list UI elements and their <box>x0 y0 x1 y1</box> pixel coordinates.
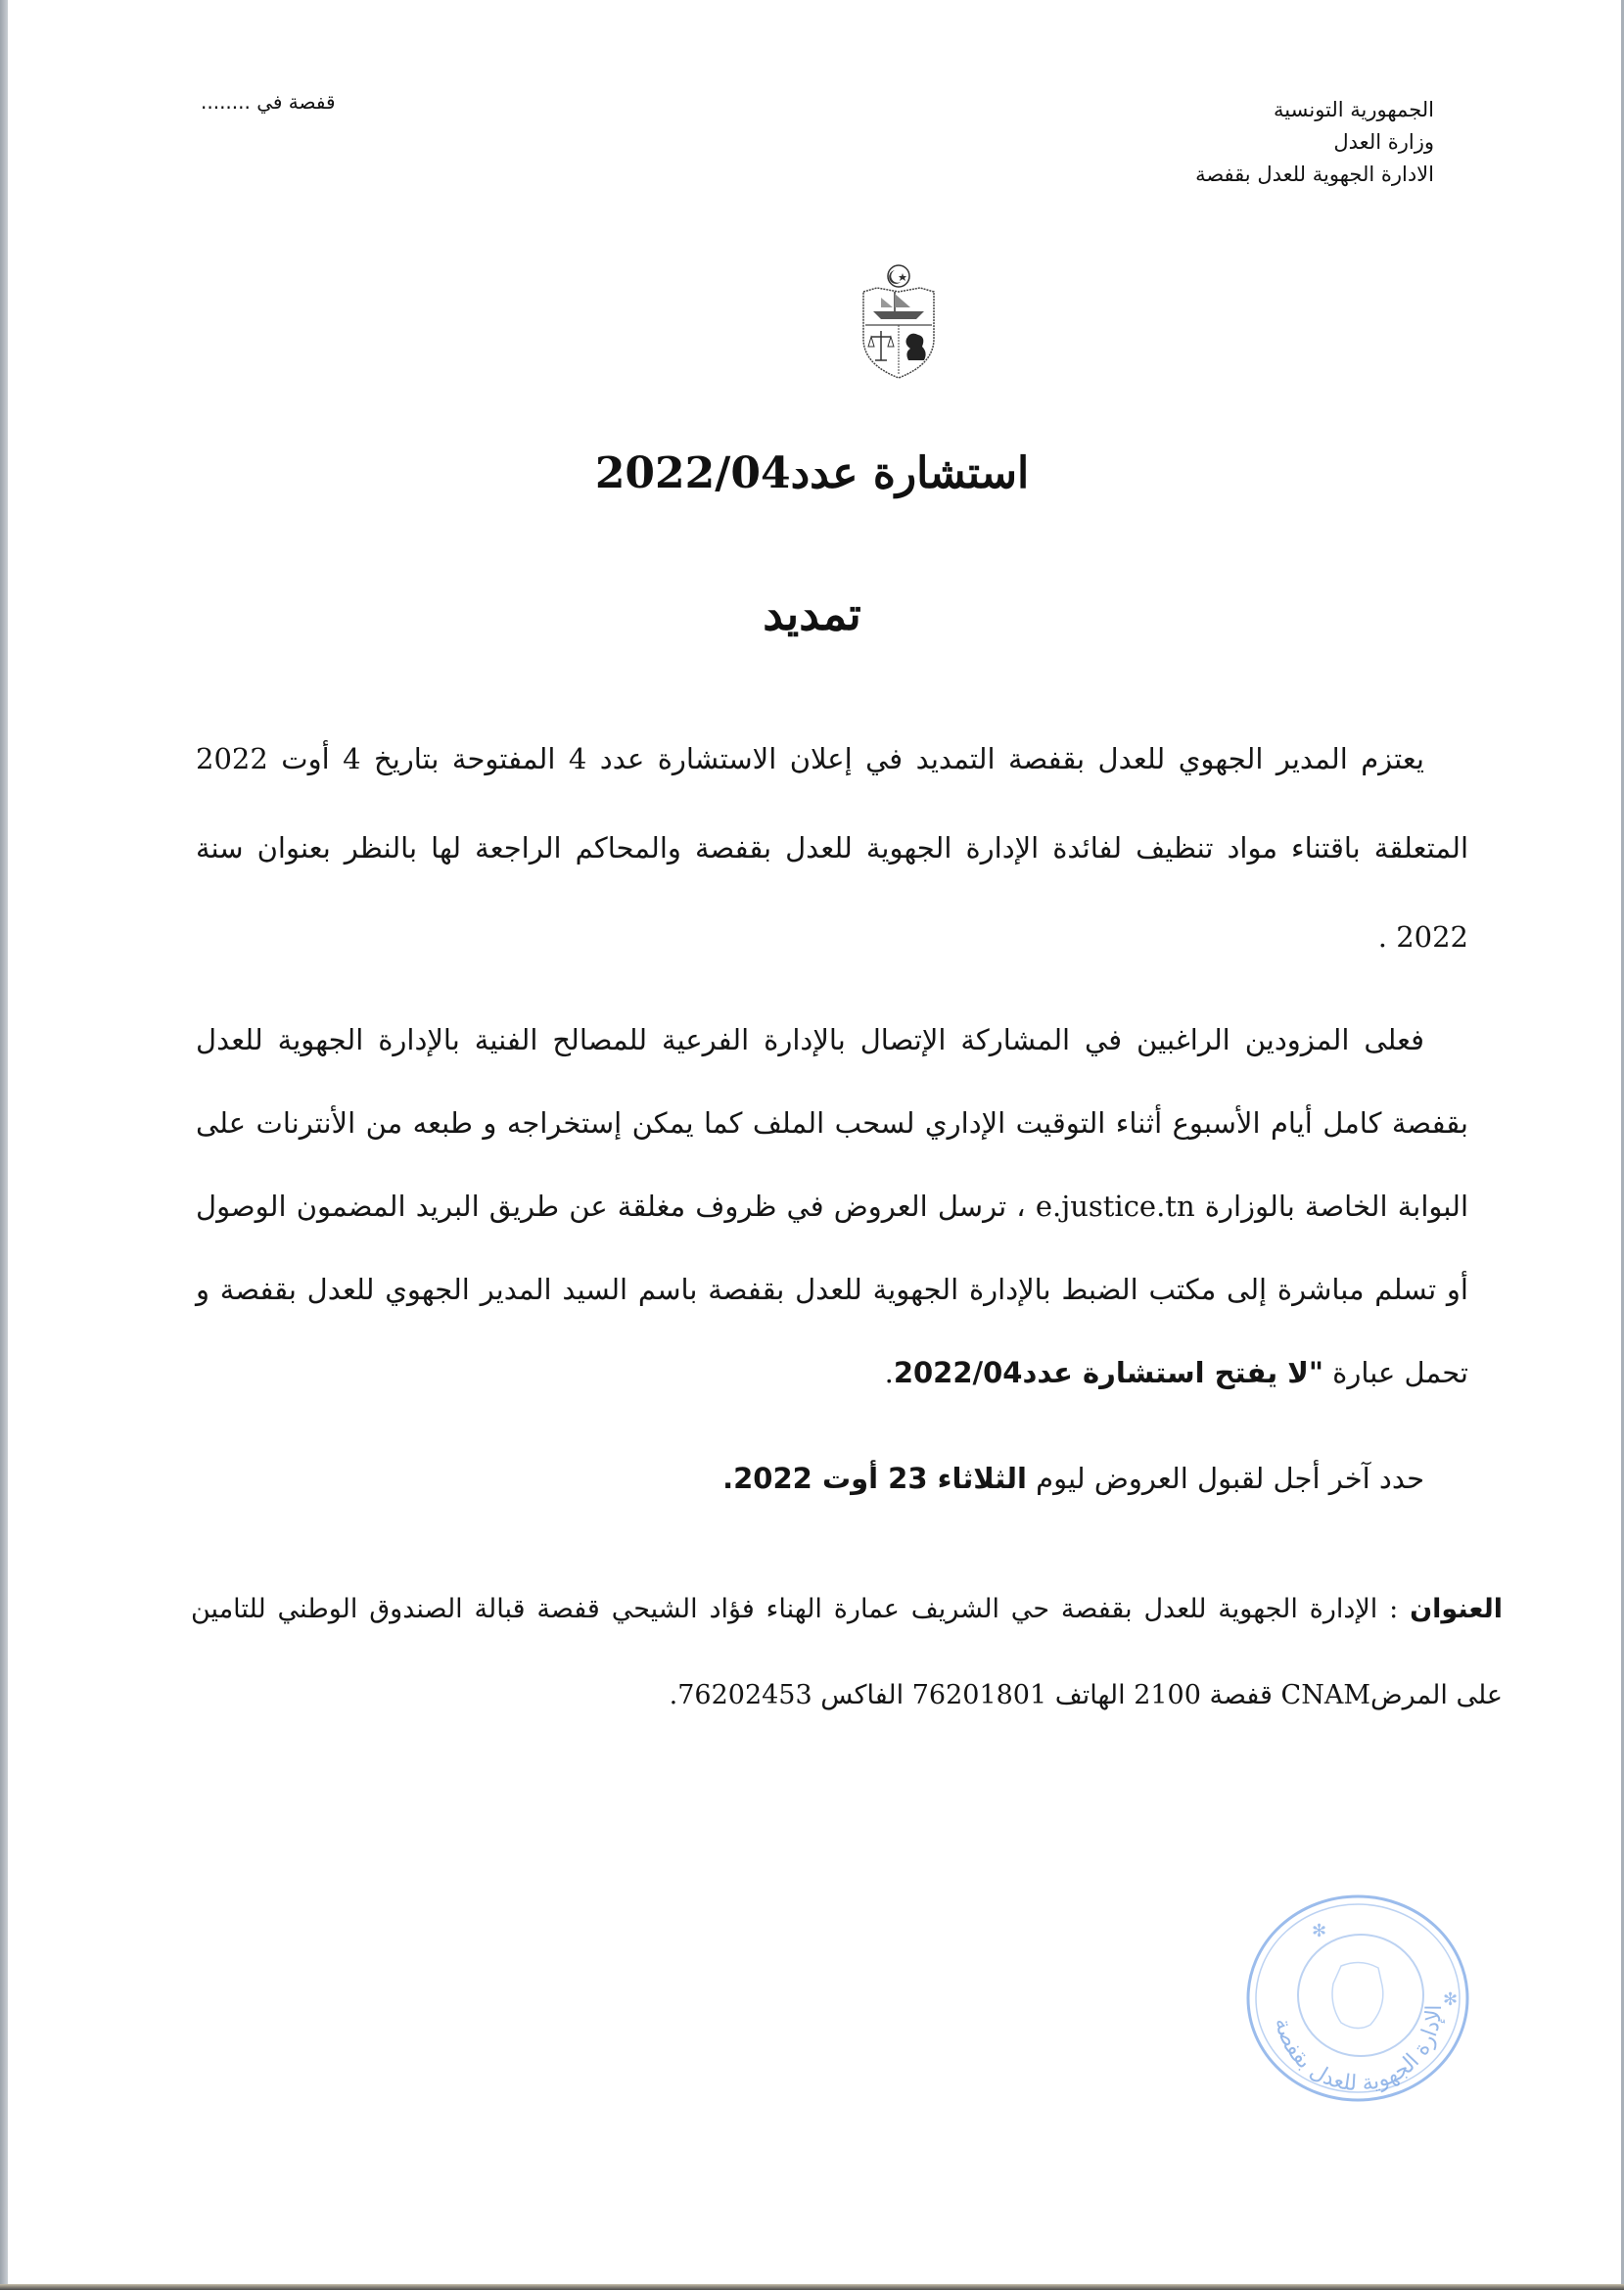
stamp-text: الإدارة الجهوية للعدل بقفصة <box>1269 2004 1448 2097</box>
official-stamp-icon <box>1235 1890 1480 2107</box>
header-line-republic: الجمهورية التونسية <box>1274 98 1434 121</box>
envelope-marking-phrase: "لا يفتح استشارة عدد2022/04 <box>893 1356 1323 1389</box>
address-block <box>191 1566 1503 1739</box>
address-text: الإدارة الجهوية للعدل بقفصة حي الشريف عمارة الهناء فؤاد الشيحي قفصة قبالة الصندوق الوطني للتامين على المرضCNAM قفصة 2100 الهاتف 76201801 الفاكس 76202453. <box>191 1594 1503 1710</box>
deadline-text: حدد آخر أجل لقبول العروض ليوم <box>1026 1462 1424 1495</box>
paragraph-submission-instructions <box>196 999 1468 1415</box>
header-line-ministry: وزارة العدل <box>1333 130 1434 154</box>
place-date-line: قفصة في ........ <box>201 90 336 114</box>
scan-edge-bottom <box>0 2284 1624 2290</box>
header-line-regional-administration: الادارة الجهوية للعدل بقفصة <box>1195 163 1434 186</box>
paragraph-deadline <box>196 1449 1468 1508</box>
submission-instructions-text: فعلى المزودين الراغبين في المشاركة الإتصال بالإدارة الفرعية للمصالح الفنية بالإدارة الجهوية للعدل بقفصة كامل أيام الأسبوع أثناء التوقيت الإداري لسحب الملف كما يمكن إستخراجه و طبعه من الأنترنات على البوابة الخاصة بالوزارة e.justice.tn ، ترسل العروض في ظروف مغلقة عن طريق البريد المضمون الوصول أو تسلم مباشرة إلى مكتب الضبط بالإدارة الجهوية للعدل بقفصة باسم السيد المدير الجهوي للعدل بقفصة و تحمل عبارة <box>196 1023 1468 1389</box>
document-subtitle: تمديد <box>763 587 861 640</box>
svg-text:✻: ✻ <box>1443 1989 1459 2010</box>
tunisia-coat-of-arms-icon <box>852 262 946 382</box>
svg-text:✻: ✻ <box>1312 1921 1327 1941</box>
submission-instructions-end: . <box>884 1356 894 1389</box>
deadline-date: الثلاثاء 23 أوت 2022. <box>722 1462 1027 1495</box>
address-label: العنوان <box>1410 1594 1503 1624</box>
scan-edge-left <box>0 0 8 2290</box>
paragraph-extension-notice: يعتزم المدير الجهوي للعدل بقفصة التمديد في إعلان الاستشارة عدد 4 المفتوحة بتاريخ 4 أوت 2022 المتعلقة باقتناء مواد تنظيف لفائدة الإدارة الجهوية للعدل بقفصة والمحاكم الراجعة لها بالنظر بعنوان سنة 2022 . <box>196 742 1468 954</box>
issuing-authority-header <box>1195 94 1434 191</box>
address-separator: : <box>1377 1594 1411 1624</box>
document-title: استشارة عدد2022/04 <box>594 448 1030 498</box>
